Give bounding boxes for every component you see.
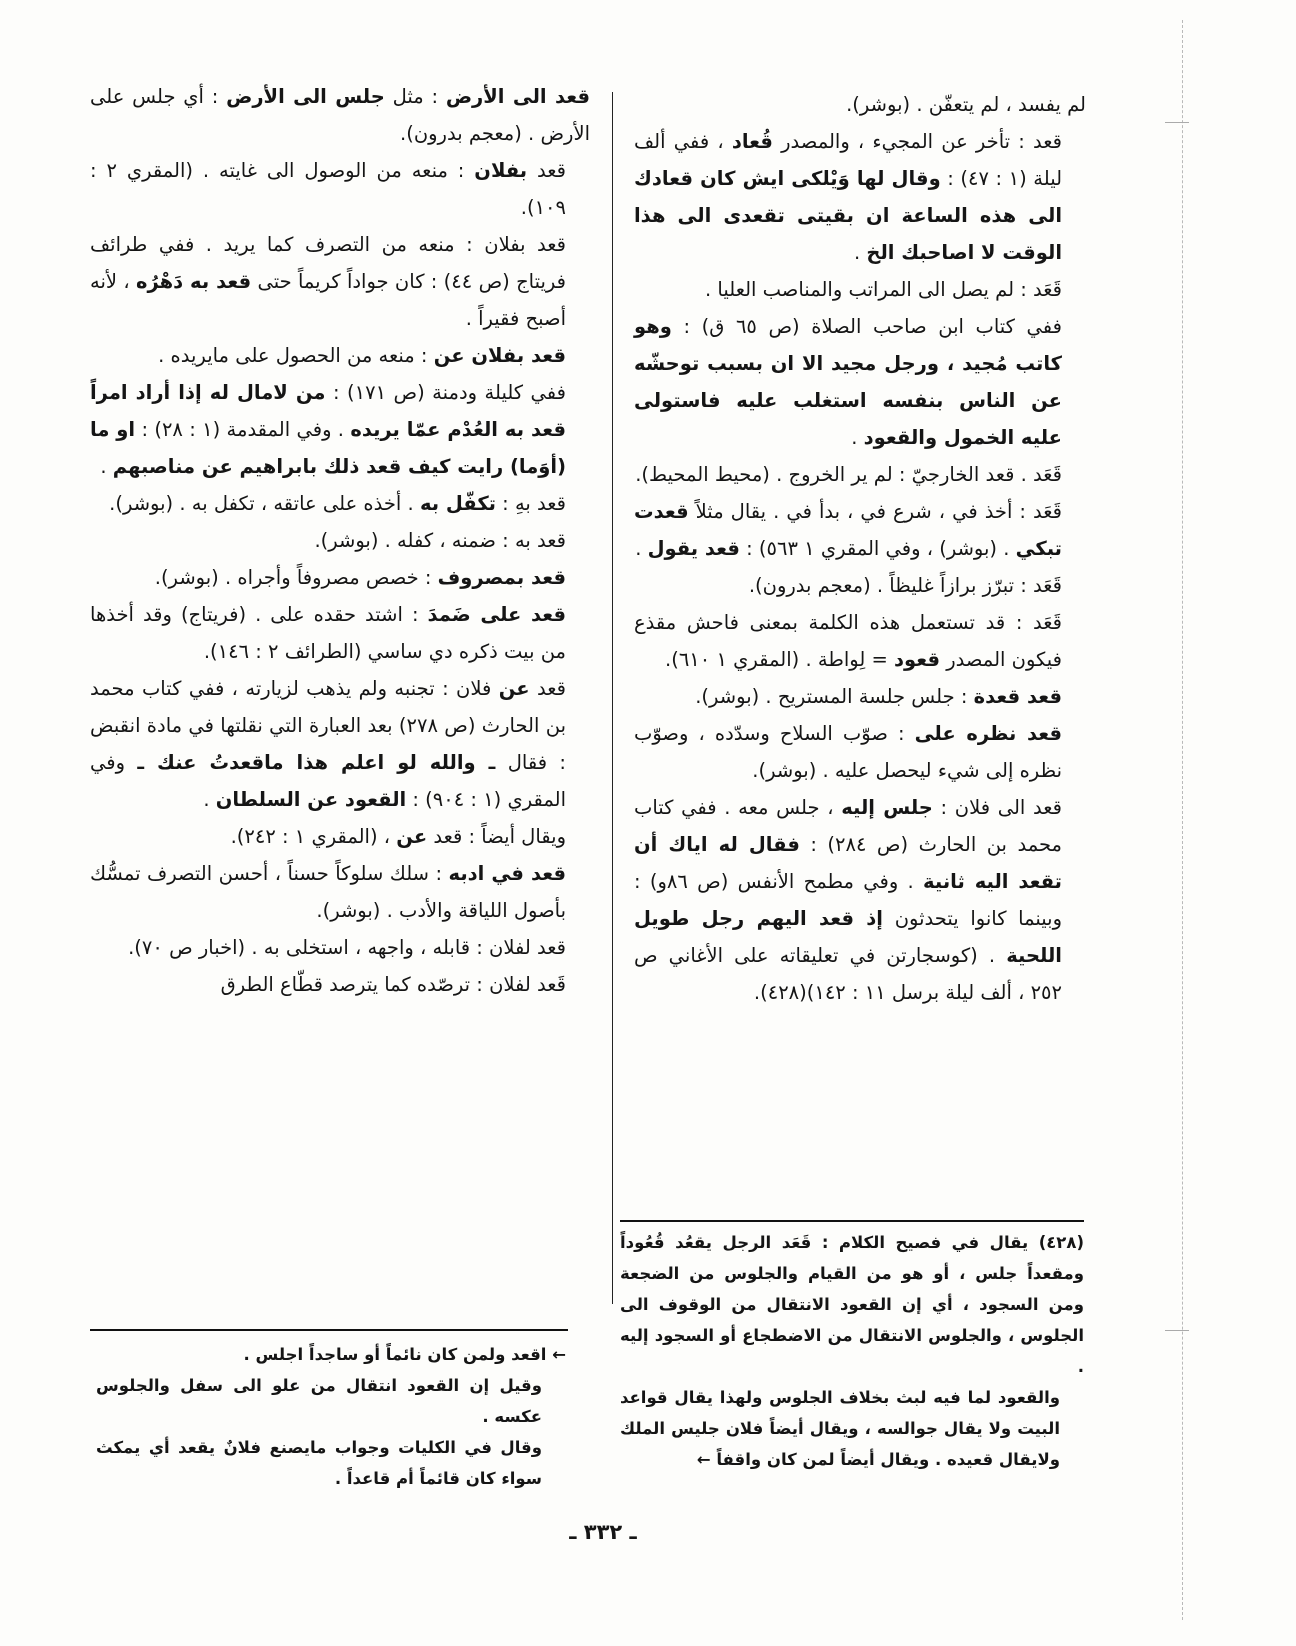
- bold-phrase: قعد على ضَمدَ: [427, 603, 566, 626]
- bold-phrase: ـ والله لو اعلم هذا ماقعدتُ عنك ـ: [137, 751, 496, 774]
- bold-phrase: من لامال له إذا أراد امراً قعد به العُدْم عمّا يريده: [90, 381, 566, 441]
- entry-paragraph: [90, 78, 590, 152]
- entry-paragraph: [90, 374, 590, 485]
- entry-paragraph: [634, 789, 1086, 1011]
- entry-paragraph: [90, 485, 590, 522]
- text-run: .: [635, 537, 648, 560]
- text-run: قَعَد : لم يصل الى المراتب والمناصب العليا .: [705, 278, 1062, 301]
- text-run: قَعَد : تبرّز برازاً غليظاً . (معجم بدرون).: [748, 574, 1062, 597]
- bold-phrase: قعود: [894, 648, 941, 671]
- text-run: قعد به : ضمنه ، كفله . (بوشر).: [314, 529, 566, 552]
- text-run: قعد لفلان : قابله ، واجهه ، استخلى به . (اخبار ص ٧٠).: [128, 936, 566, 959]
- entry-paragraph: [634, 567, 1086, 604]
- text-run: ففي كليلة ودمنة (ص ١٧١) :: [325, 381, 566, 404]
- text-run: لم يفسد ، لم يتعفّن . (بوشر).: [846, 93, 1086, 116]
- bold-phrase: قُعاد: [731, 130, 773, 153]
- text-run: = لِواطة . (المقري ١ ٦١٠).: [665, 648, 895, 671]
- bold-phrase: عن: [498, 677, 530, 700]
- text-run: ، (المقري ١ : ٢٤٢).: [230, 825, 397, 848]
- bold-phrase: فقال له اياك أن تقعد اليه ثانية: [634, 833, 1063, 893]
- bold-phrase: القعود عن السلطان: [215, 788, 407, 811]
- text-run: .: [851, 426, 864, 449]
- text-run: ويقال أيضاً : قعد: [427, 825, 566, 848]
- entry-paragraph: [90, 559, 590, 596]
- text-run: . (كوسجارتن في تعليقاته على الأغاني ص ٢٥٢ ، ألف ليلة برسل ١١ : ١٤٢)(٤٢٨).: [634, 944, 1062, 1004]
- text-run: . وفي مطمح الأنفس (ص ٨٦و) : وبينما كانوا يتحدثون: [634, 870, 1062, 930]
- entry-paragraph: [90, 337, 590, 374]
- scan-edge-line: [1182, 20, 1183, 1620]
- text-run: قعد بفلان : منعه من التصرف كما يريد . ففي طرائف فريتاج (ص ٤٤) : كان جواداً كريماً حتى: [90, 233, 566, 293]
- footnote-right: [620, 1227, 1084, 1475]
- bold-phrase: قعد بفلان عن: [433, 344, 566, 367]
- text-run: : خصص مصروفاً وأجراه . (بوشر).: [154, 566, 438, 589]
- text-run: : منعه من الحصول على مايريده .: [158, 344, 434, 367]
- text-run: : سلك سلوكاً حسناً ، أحسن التصرف تمسُّك بأصول اللياقة والأدب . (بوشر).: [90, 862, 566, 922]
- entry-paragraph: [90, 855, 590, 929]
- entry-paragraph: [634, 678, 1086, 715]
- right-text-column: [634, 86, 1086, 1011]
- entry-paragraph: [90, 522, 590, 559]
- text-run: قَعَد : قد تستعمل هذه الكلمة بمعنى فاحش مقذع فيكون المصدر: [634, 611, 1062, 671]
- entry-paragraph: [634, 271, 1086, 308]
- entry-paragraph: [634, 456, 1086, 493]
- footnote-paragraph: (٤٢٨) يقال في فصيح الكلام : قَعَد الرجل يقعُد قُعُوداً ومقعداً جلس ، أو هو من القيام والجلوس من الضجعة ومن السجود ، أي إن القعود الانتقال من الوقوف الى الجلوس ، والجلوس الانتقال من الاضطجاع أو السجود إليه .: [620, 1233, 1084, 1376]
- bold-phrase: او ما (أوَما) رايت كيف قعد ذلك بابراهيم عن مناصبهم: [90, 418, 566, 478]
- scan-edge-tick: [1165, 1330, 1189, 1331]
- text-run: قعد بهِ :: [495, 492, 566, 515]
- bold-phrase: بفلان: [474, 159, 528, 182]
- footnote-paragraph: وقال في الكليات وجواب مايصنع فلانٌ يقعد أي يمكث سواء كان قائماً أم قاعداً .: [96, 1438, 542, 1488]
- text-run: قَعَد . قعد الخارجيّ : لم ير الخروج . (محيط المحيط).: [635, 463, 1062, 486]
- text-run: : مثل: [384, 85, 446, 108]
- text-run: . وفي المقدمة (١ : ٢٨) :: [135, 418, 351, 441]
- footnote-paragraph: ← اقعد ولمن كان نائماً أو ساجداً اجلس .: [243, 1345, 566, 1364]
- column-divider: [612, 92, 613, 1304]
- footnote-rule-right: [620, 1220, 1084, 1222]
- entry-paragraph: [90, 226, 590, 337]
- bold-phrase: جلس إليه: [841, 796, 933, 819]
- entry-paragraph: [634, 123, 1086, 271]
- bold-phrase: قعد نظره على: [914, 722, 1062, 745]
- bold-phrase: وقال لها وَيْلكى ايش كان قعادك الى هذه الساعة ان بقيتى تقعدى الى هذا الوقت لا اصاحبك الخ: [634, 167, 1062, 264]
- text-run: : صوّب السلاح وسدّده ، وصوّب نظره إلى شيء ليحصل عليه . (بوشر).: [634, 722, 1062, 782]
- entry-paragraph: [634, 493, 1086, 567]
- footnote-left: [96, 1339, 566, 1494]
- bold-phrase: قعد الى الأرض: [445, 85, 591, 108]
- bold-phrase: جلس الى الأرض: [226, 85, 385, 108]
- bold-phrase: قعد في ادبه: [448, 862, 567, 885]
- page-number: ـ ٣٣٢ ـ: [569, 1520, 637, 1544]
- text-run: : اشتد حقده على . (فريتاج) وقد أخذها من بيت ذكره دي ساسي (الطرائف ٢ : ١٤٦).: [90, 603, 566, 663]
- bold-phrase: قعدت تبكي: [634, 500, 1062, 560]
- text-run: : أي جلس على الأرض . (معجم بدرون).: [90, 85, 590, 145]
- text-run: قَعد لفلان : ترصّده كما يترصد قطّاع الطرق: [220, 973, 566, 996]
- bold-phrase: تكفّل به: [419, 492, 496, 515]
- text-run: . (بوشر) ، وفي المقري ١ ٥٦٣) :: [739, 537, 1016, 560]
- text-run: قعد: [529, 677, 567, 700]
- text-run: وفي المقري (١ : ٩٠٤) :: [90, 751, 566, 811]
- entry-paragraph: [90, 818, 590, 855]
- bold-phrase: وهو كاتب مُجيد ، ورجل مجيد الا ان بسبب توحشّه عن الناس بنفسه استغلب عليه فاستولى عليه الخمول والقعود: [634, 315, 1062, 449]
- footnote-rule-left: [90, 1329, 568, 1331]
- text-run: فلان : تجنبه ولم يذهب لزيارته ، ففي كتاب محمد بن الحارث (ص ٢٧٨) بعد العبارة التي نقلتها في مادة انقبض : فقال: [90, 677, 566, 774]
- text-run: .: [853, 241, 867, 264]
- text-run: قعد : تأخر عن المجيء ، والمصدر: [772, 130, 1062, 153]
- bold-phrase: عن: [396, 825, 428, 848]
- footnote-paragraph: وقيل إن القعود انتقال من علو الى سفل والجلوس عكسه .: [96, 1376, 542, 1426]
- footnote-paragraph: والقعود لما فيه لبث بخلاف الجلوس ولهذا يقال قواعد البيت ولا يقال جوالسه ، ويقال أيضاً فلان جليس الملك ولايقال قعيده . ويقال أيضاً لمن كان واقفاً ←: [620, 1388, 1060, 1469]
- text-run: قعد: [527, 159, 566, 182]
- text-run: : منعه من الوصول الى غايته . (المقري ٢ : ١٠٩).: [90, 159, 566, 219]
- text-run: ، ففي ألف ليلة (١ : ٤٧) :: [634, 130, 1063, 190]
- bold-phrase: قعد بمصروف: [437, 566, 566, 589]
- text-run: .: [100, 455, 113, 478]
- entry-paragraph: [634, 308, 1086, 456]
- text-run: .: [203, 788, 216, 811]
- entry-paragraph: [634, 715, 1086, 789]
- entry-paragraph: [90, 966, 590, 1003]
- entry-paragraph: [634, 604, 1086, 678]
- bold-phrase: قعد قعدة: [973, 685, 1062, 708]
- entry-paragraph: [90, 152, 590, 226]
- text-run: قعد الى فلان :: [932, 796, 1062, 819]
- bold-phrase: إذ قعد اليهم رجل طويل اللحية: [634, 907, 1062, 967]
- entry-paragraph: [90, 670, 590, 818]
- bold-phrase: قعد به دَهْرُه: [135, 270, 252, 293]
- text-run: . أخذه على عاتقه ، تكفل به . (بوشر).: [109, 492, 420, 515]
- bold-phrase: قعد يقول: [647, 537, 740, 560]
- text-run: ففي كتاب ابن صاحب الصلاة (ص ٦٥ ق) :: [671, 315, 1062, 338]
- text-run: قَعَد : أخذ في ، شرع في ، بدأ في . يقال مثلاً: [688, 500, 1062, 523]
- entry-paragraph: [90, 929, 590, 966]
- entry-paragraph: [634, 86, 1086, 123]
- text-run: ، جلس معه . ففي كتاب محمد بن الحارث (ص ٢٨٤) :: [634, 796, 1062, 856]
- left-text-column: [90, 78, 590, 1003]
- text-run: ، لأنه أصبح فقيراً .: [90, 270, 566, 330]
- scan-edge-tick: [1165, 122, 1189, 123]
- entry-paragraph: [90, 596, 590, 670]
- text-run: : جلس جلسة المستريح . (بوشر).: [695, 685, 974, 708]
